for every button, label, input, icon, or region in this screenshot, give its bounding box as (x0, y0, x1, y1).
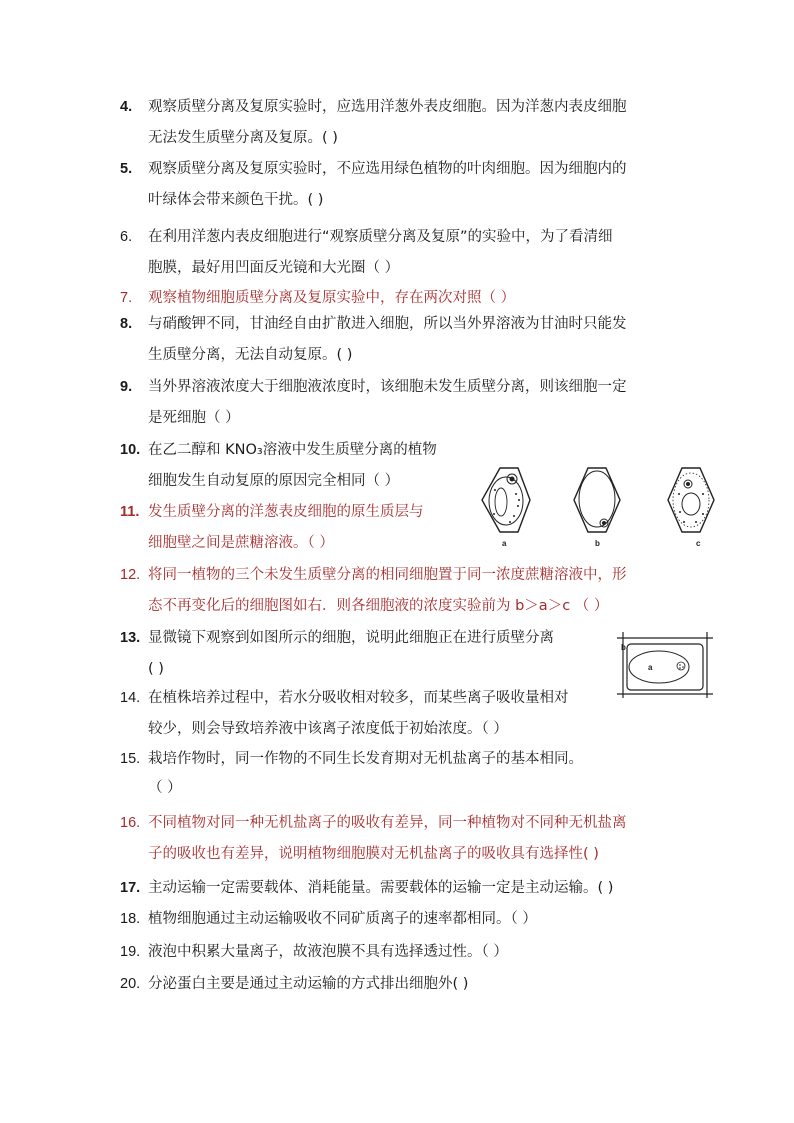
question-text-line2: 胞膜，最好用凹面反光镜和大光圈（ ） (148, 260, 400, 276)
question-text: 液泡中积累大量离子，故液泡膜不具有选择透过性。（ ） (148, 944, 508, 960)
question-text-line2: 是死细胞（ ） (148, 410, 240, 426)
question-text: 显微镜下观察到如图所示的细胞，说明此细胞正在进行质壁分离 (148, 630, 554, 646)
question-13 (120, 628, 554, 679)
question-number: 12. (120, 567, 141, 583)
question-number: 11. (120, 504, 140, 520)
question-text: 观察质壁分离及复原实验时，不应选用绿色植物的叶肉细胞。因为细胞内的 (148, 161, 627, 177)
question-20 (120, 974, 468, 994)
question-number: 15. (120, 751, 141, 767)
question-text: 发生质壁分离的洋葱表皮细胞的原生质层与 (148, 504, 424, 520)
question-text: 观察质壁分离及复原实验时，应选用洋葱外表皮细胞。因为洋葱内表皮细胞 (148, 99, 627, 115)
question-text-line2: 无法发生质壁分离及复原。( ) (148, 130, 338, 146)
question-number: 16. (120, 815, 141, 831)
cell-figure-abc (474, 462, 730, 548)
question-number: 19. (120, 944, 141, 960)
question-6 (120, 227, 613, 278)
question-number: 6. (120, 229, 133, 245)
question-7 (120, 288, 515, 308)
question-text: 观察植物细胞质壁分离及复原实验中，存在两次对照（ ） (148, 290, 516, 306)
question-text: 在利用洋葱内表皮细胞进行“观察质壁分离及复原”的实验中，为了看清细 (148, 229, 613, 245)
question-10 (120, 440, 437, 491)
question-16 (120, 813, 627, 864)
question-number: 5. (120, 161, 133, 177)
figure-label-b: b (621, 643, 626, 652)
question-number: 18. (120, 911, 141, 927)
question-text-line2: 态不再变化后的细胞图如右．则各细胞液的浓度实验前为 b＞a＞c （ ） (148, 598, 609, 614)
question-text: 分泌蛋白主要是通过主动运输的方式排出细胞外( ) (148, 976, 469, 992)
question-number: 7. (120, 290, 133, 306)
question-5 (120, 159, 627, 210)
question-14 (120, 688, 569, 739)
question-text: 当外界溶液浓度大于细胞液浓度时，该细胞未发生质壁分离，则该细胞一定 (148, 379, 627, 395)
figure-label-a: a (502, 539, 507, 548)
question-text-line2: 叶绿体会带来颜色干扰。( ) (148, 192, 324, 208)
cell-b (574, 468, 620, 532)
question-number: 20. (120, 976, 141, 992)
question-4 (120, 97, 627, 148)
question-text: 植物细胞通过主动运输吸收不同矿质离子的速率都相同。（ ） (148, 911, 537, 927)
figure-label-c: c (696, 539, 701, 548)
question-number: 9. (120, 379, 133, 395)
question-18 (120, 909, 537, 929)
question-text: 不同植物对同一种无机盐离子的吸收有差异，同一种植物对不同种无机盐离 (148, 815, 627, 831)
question-text-line2: （ ） (148, 780, 182, 796)
question-text-line2: 较少，则会导致培养液中该离子浓度低于初始浓度。（ ） (148, 721, 508, 737)
question-number: 14. (120, 690, 141, 706)
question-8 (120, 314, 627, 365)
question-number: 13. (120, 630, 141, 646)
question-text-line2: 子的吸收也有差异，说明植物细胞膜对无机盐离子的吸收具有选择性( ) (148, 846, 599, 862)
question-9 (120, 377, 627, 428)
question-17 (120, 878, 613, 898)
question-text: 在乙二醇和 KNO₃溶液中发生质壁分离的植物 (148, 442, 437, 458)
question-number: 10. (120, 442, 141, 458)
cell-a (482, 468, 530, 532)
question-text: 与硝酸钾不同，甘油经自由扩散进入细胞，所以当外界溶液为甘油时只能发 (148, 316, 627, 332)
question-text-line2: 生质壁分离，无法自动复原。( ) (148, 347, 353, 363)
question-text-line2: ( ) (148, 661, 164, 677)
figure-label-a: a (648, 663, 653, 672)
question-text: 主动运输一定需要载体、消耗能量。需要载体的运输一定是主动运输。( ) (148, 880, 614, 896)
question-11 (120, 502, 424, 553)
question-19 (120, 942, 508, 962)
question-text: 将同一植物的三个未发生质壁分离的相同细胞置于同一浓度蔗糖溶液中，形 (148, 567, 627, 583)
question-text-line2: 细胞发生自动复原的原因完全相同（ ） (148, 473, 400, 489)
cell-c (668, 468, 714, 532)
cell-figure-microscope (617, 632, 713, 698)
figure-label-b: b (595, 539, 600, 548)
question-text: 栽培作物时，同一作物的不同生长发育期对无机盐离子的基本相同。 (148, 751, 583, 767)
question-text: 在植株培养过程中，若水分吸收相对较多，而某些离子吸收量相对 (148, 690, 569, 706)
question-number: 8. (120, 316, 133, 332)
question-number: 17. (120, 880, 141, 896)
question-number: 4. (120, 99, 133, 115)
question-12 (120, 565, 627, 616)
question-15 (120, 749, 583, 798)
question-text-line2: 细胞壁之间是蔗糖溶液。（ ） (148, 535, 334, 551)
microscope-cell (617, 632, 713, 698)
